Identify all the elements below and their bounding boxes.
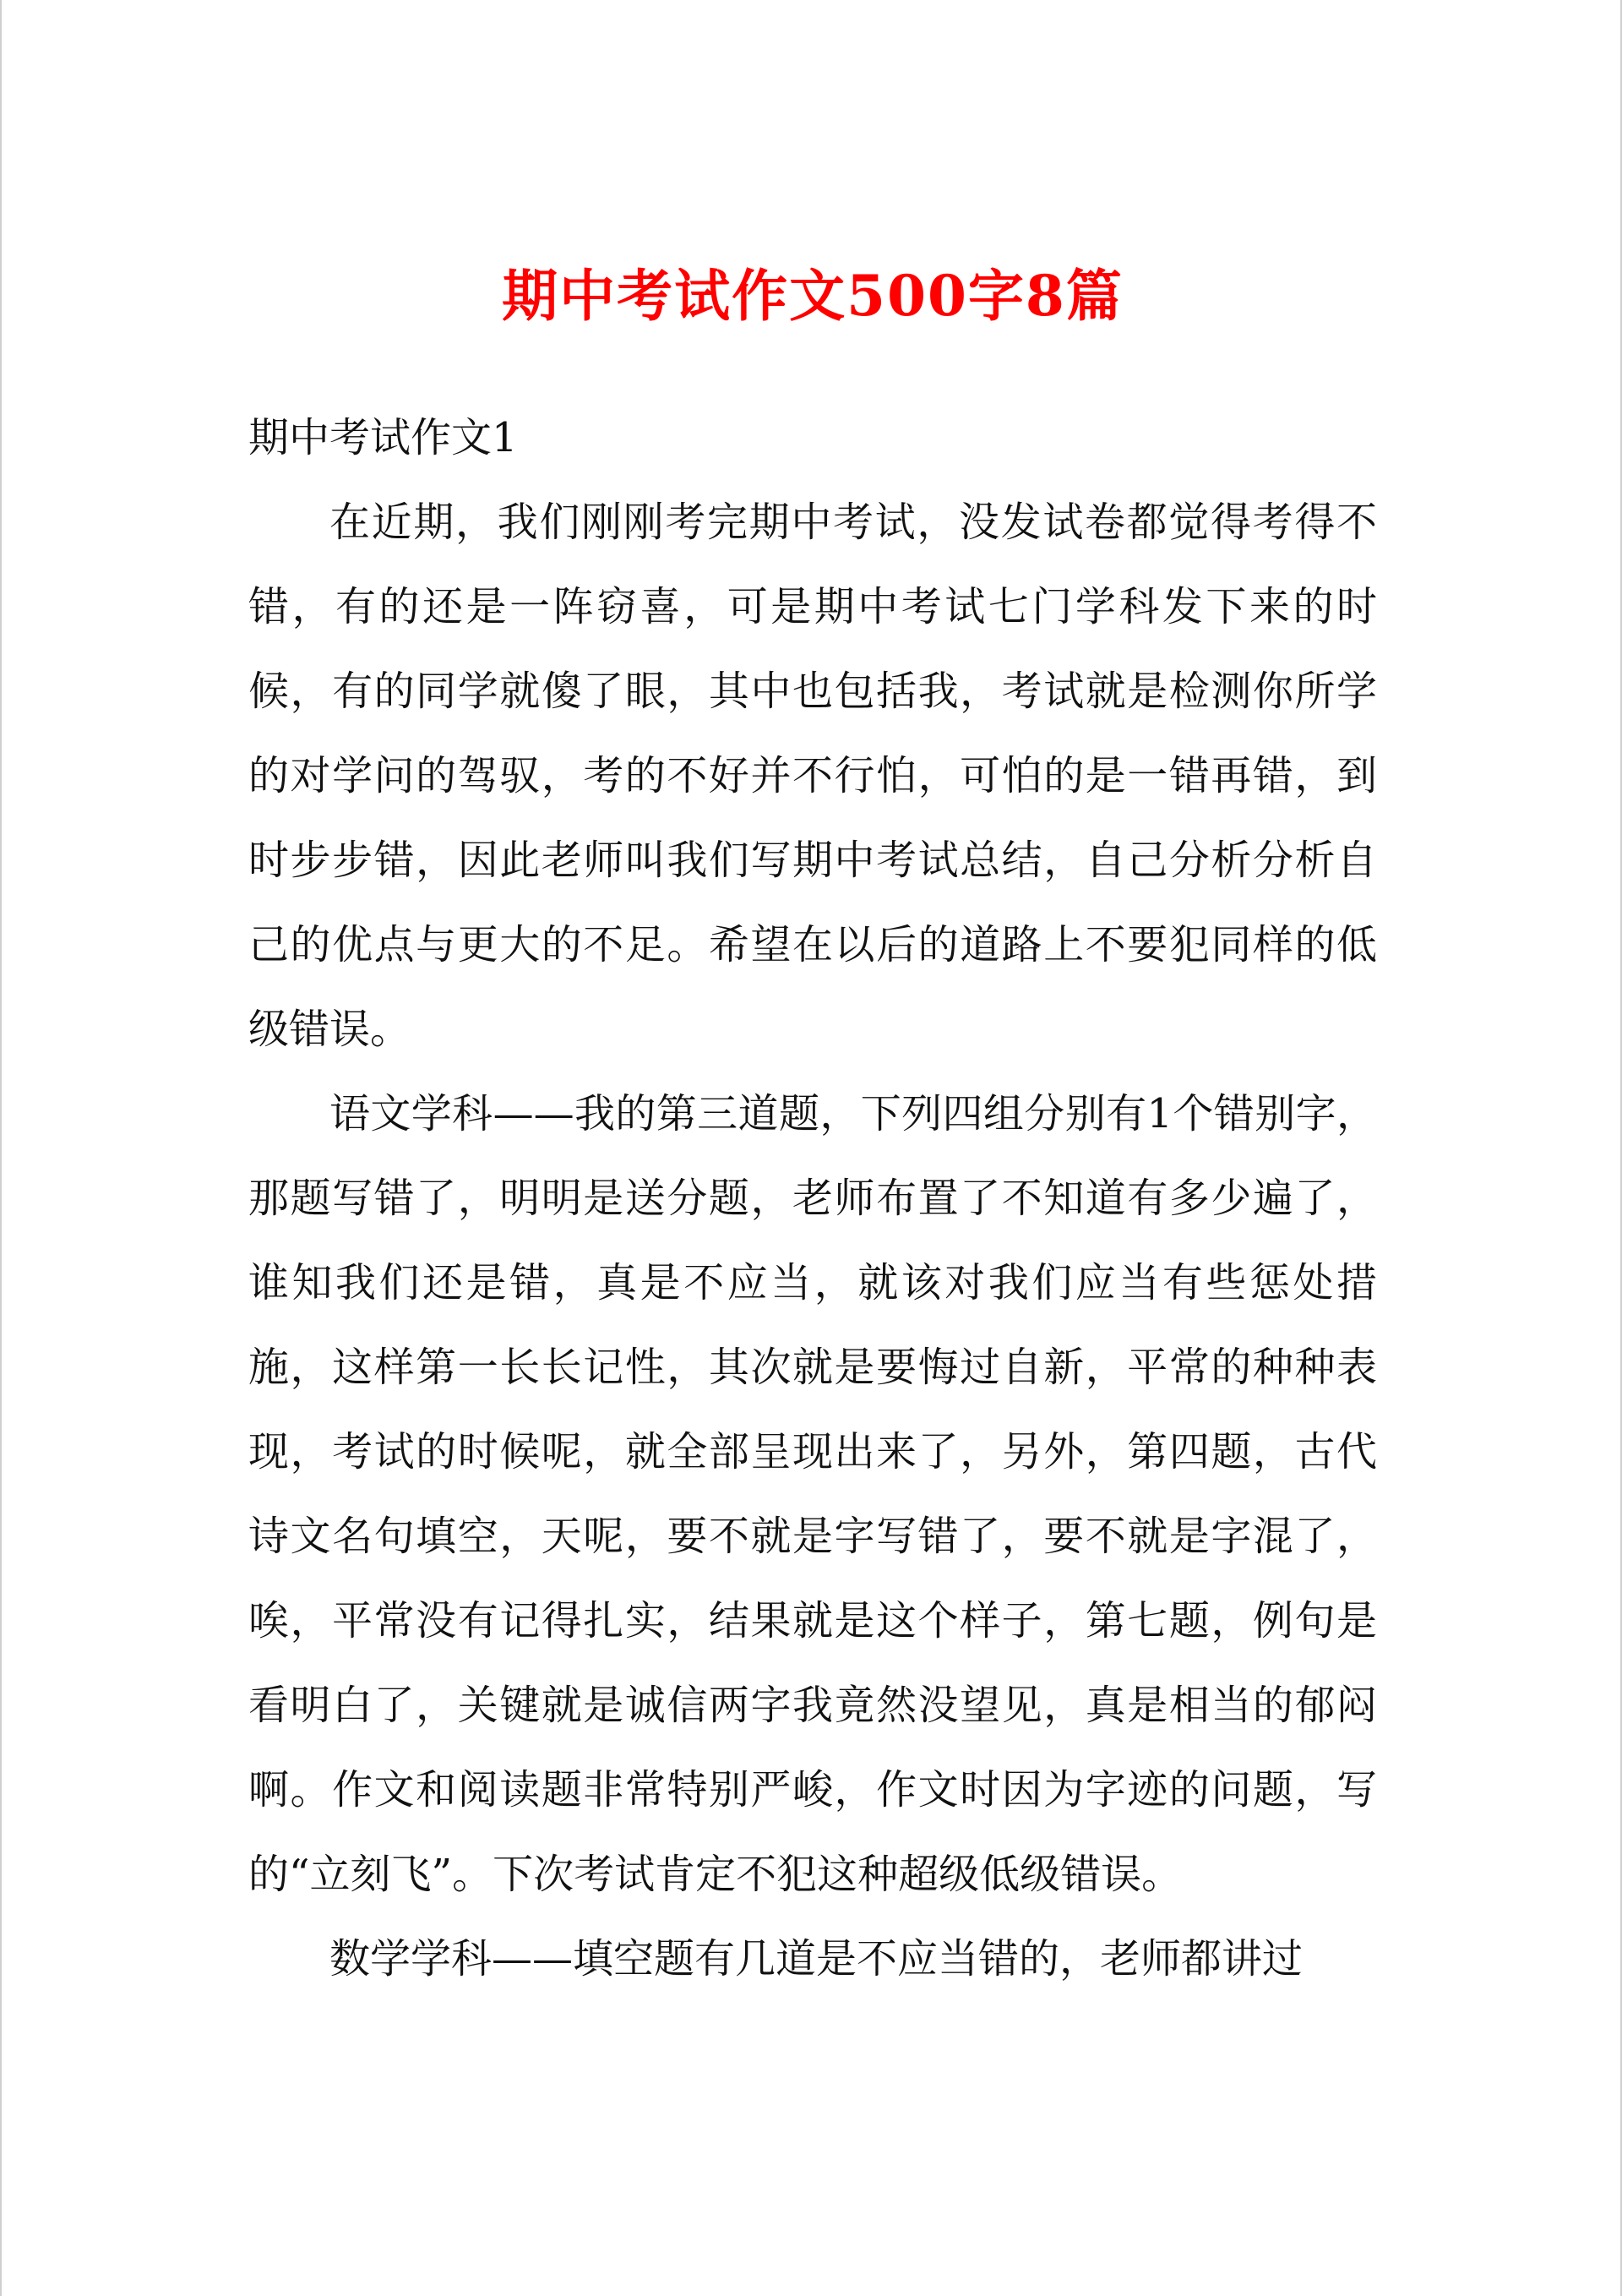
body-paragraph: 数学学科——填空题有几道是不应当错的，老师都讲过 bbox=[329, 1935, 1304, 1982]
section-heading: 期中考试作文1 bbox=[248, 414, 518, 461]
document-title: 期中考试作文500字8篇 bbox=[502, 263, 1124, 329]
body-paragraph: 语文学科——我的第三道题，下列四组分别有1个错别字，那题写错了，明明是送分题，老师布置了不知道有多少遍了，谁知我们还是错，真是不应当，就该对我们应当有些惩处措施，这样第一长长记性，其次就是要悔过自新，平常的种种表现，考试的时候呢，就全部呈现出来了，另外，第四题，古代诗文名句填空，天呢，要不就是字写错了，要不就是字混了，唉，平常没有记得扎实，结果就是这个样子，第七题，例句是看明白了，关键就是诚信两字我竟然没望见，真是相当的郁闷啊。作文和阅读题非常特别严峻，作文时因为字迹的问题，写的“立刻飞”。下次考试肯定不犯这种超级低级错误。 bbox=[248, 1090, 1377, 1898]
body-paragraph: 在近期，我们刚刚考完期中考试，没发试卷都觉得考得不错，有的还是一阵窃喜，可是期中考试七门学科发下来的时候，有的同学就傻了眼，其中也包括我，考试就是检测你所学的对学问的驾驭，考的不好并不行怕，可怕的是一错再错，到时步步错，因此老师叫我们写期中考试总结，自己分析分析自己的优点与更大的不足。希望在以后的道路上不要犯同样的低级错误。 bbox=[248, 499, 1377, 1053]
document-body bbox=[248, 395, 1377, 2001]
